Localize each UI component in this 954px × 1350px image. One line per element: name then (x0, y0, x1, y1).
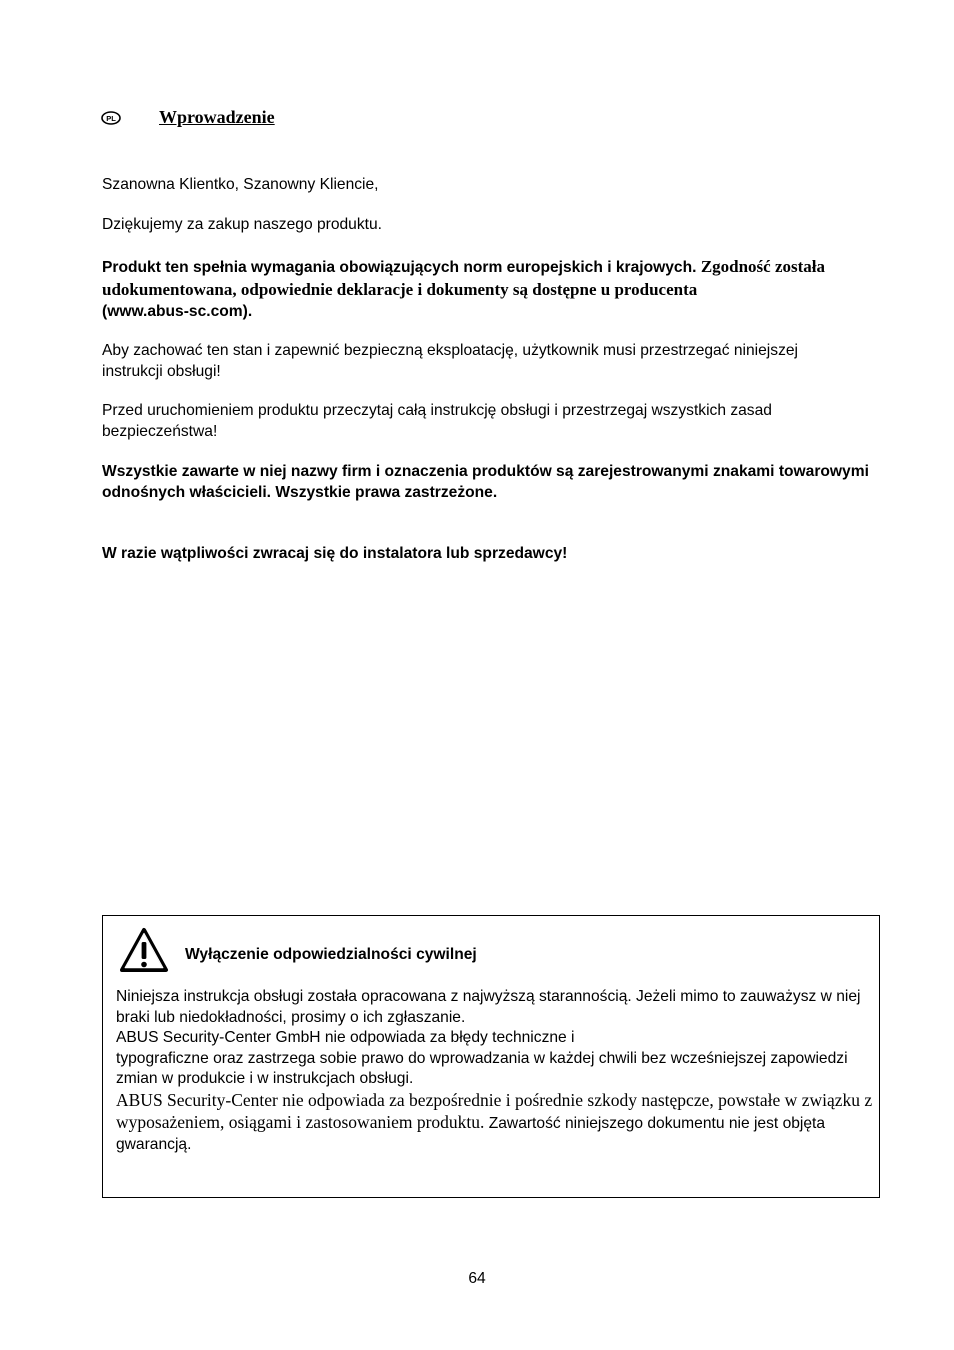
disclaimer-line-1: Niniejsza instrukcja obsługi została opracowana z najwyższą starannością. Jeżeli mimo to zauważysz w niej braki lub niedokładności, prosimy o ich zgłaszanie. (116, 988, 861, 1026)
page-number: 64 (468, 1270, 486, 1287)
compliance-text-serif: Zgodność została udokumentowana, odpowiednie deklaracje i dokumenty są dostępne u producenta (102, 257, 826, 299)
warning-triangle-icon (119, 926, 169, 974)
disclaimer-body (116, 987, 878, 1155)
language-pl-icon (101, 111, 121, 125)
section-heading: Wprowadzenie (159, 107, 275, 127)
doubts-paragraph: W razie wątpliwości zwracaj się do instalatora lub sprzedawcy! (102, 545, 568, 562)
maintain-paragraph: Aby zachować ten stan i zapewnić bezpieczną eksploatację, użytkownik musi przestrzegać niniejszej instrukcji obsługi! (102, 342, 799, 380)
compliance-paragraph (102, 256, 882, 323)
disclaimer-line-4 (116, 1090, 878, 1156)
disclaimer-liability-text: ABUS Security-Center nie odpowiada za bezpośrednie i pośrednie szkody następcze, powstałe w związku z wyposażeniem, osiągami i zastosowaniem produktu. (116, 1089, 873, 1132)
disclaimer-line-3: typograficzne oraz zastrzega sobie prawo do wprowadzania w każdej chwili bez wcześniejszej zapowiedzi zmian w produkcie i w instrukcjach obsługi. (116, 1049, 848, 1087)
disclaimer-line-2: ABUS Security-Center GmbH nie odpowiada za błędy techniczne i (116, 1029, 575, 1046)
disclaimer-warranty-text: Zawartość niniejszego dokumentu nie jest objęta gwarancją. (116, 1115, 826, 1153)
svg-text:PL: PL (106, 113, 116, 123)
read-manual-paragraph: Przed uruchomieniem produktu przeczytaj całą instrukcję obsługi i przestrzegaj wszystkich zasad bezpieczeństwa! (102, 402, 772, 440)
thanks-text: Dziękujemy za zakup naszego produktu. (102, 216, 382, 233)
manufacturer-url: (www.abus-sc.com). (102, 303, 253, 320)
disclaimer-title: Wyłączenie odpowiedzialności cywilnej (185, 946, 477, 963)
greeting-text: Szanowna Klientko, Szanowny Kliencie, (102, 176, 379, 193)
compliance-text-sans: Produkt ten spełnia wymagania obowiązujących norm europejskich i krajowych. (102, 259, 697, 276)
trademarks-paragraph: Wszystkie zawarte w niej nazwy firm i oznaczenia produktów są zarejestrowanymi znakami towarowymi odnośnych właścicieli. Wszystkie prawa zastrzeżone. (102, 463, 869, 501)
